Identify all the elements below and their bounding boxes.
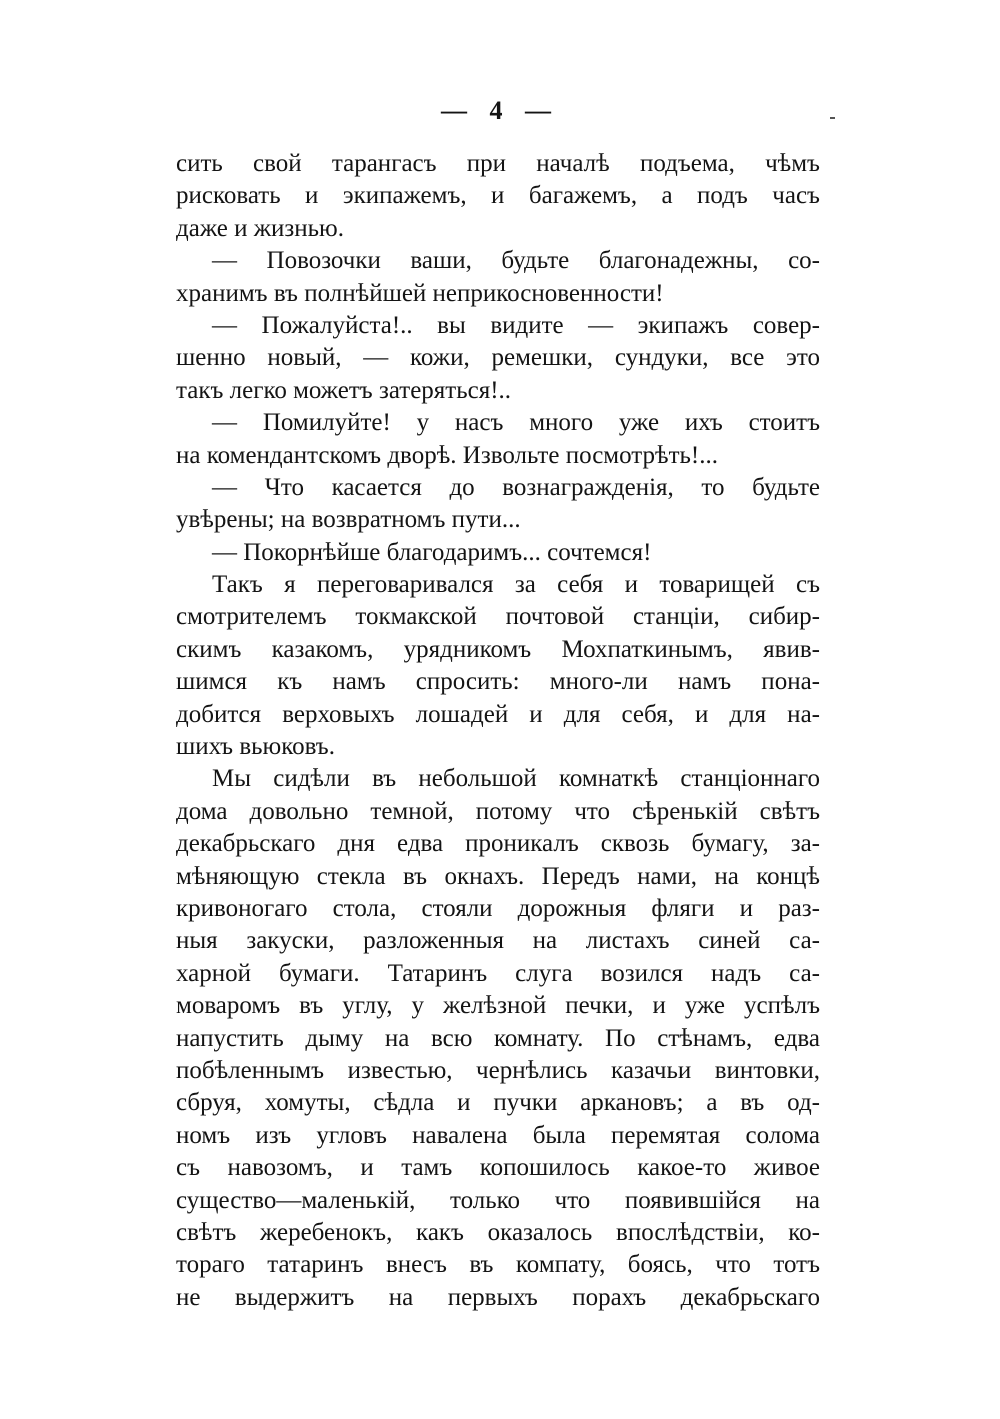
text-line [176, 666, 820, 698]
text-line-content: Такъ я переговаривался за себя и товарищей съ [212, 571, 820, 599]
text-line-content: декабрьскаго дня едва проникалъ сквозь бумагу, за- [176, 830, 820, 858]
text-line-content: — Покорнѣйше благодаримъ... сочтемся! [212, 538, 652, 566]
text-line [176, 1023, 820, 1055]
text-line [176, 925, 820, 957]
text-line-content: тораго татаринъ внесъ въ компату, боясь, что тотъ [176, 1251, 820, 1279]
text-line [176, 472, 820, 504]
text-line-content: харной бумаги. Татаринъ слуга возился надъ са- [176, 959, 820, 987]
text-line [176, 148, 820, 180]
text-line [176, 634, 820, 666]
text-line [176, 601, 820, 633]
text-line-content: напустить дыму на всю комнату. По стѣнамъ, едва [176, 1024, 820, 1052]
scan-speck [830, 117, 835, 119]
text-line [176, 537, 820, 569]
text-line-content: не выдержитъ на первыхъ порахъ декабрьскаго [176, 1283, 820, 1311]
text-line [176, 569, 820, 601]
text-line [176, 1087, 820, 1119]
text-line-content: дома довольно темной, потому что сѣренькій свѣтъ [176, 797, 820, 825]
text-line-content: скимъ казакомъ, урядникомъ Мохпаткинымъ, явив- [176, 635, 820, 663]
text-line-content: съ навозомъ, и тамъ копошилось какое-то живое [176, 1154, 820, 1182]
text-line [176, 407, 820, 439]
page-number: — 4 — [441, 96, 559, 125]
text-line-content: сбруя, хомуты, сѣдла и пучки аркановъ; а въ од- [176, 1089, 820, 1117]
text-line [176, 763, 820, 795]
text-line [176, 1152, 820, 1184]
text-line [176, 990, 820, 1022]
text-line-content: даже и жизнью. [176, 214, 344, 242]
text-line-content: смотрителемъ токмакской почтовой станціи, сибир- [176, 603, 820, 631]
text-line-content: шимся къ намъ спросить: много-ли намъ пона- [176, 668, 820, 696]
text-line [176, 796, 820, 828]
text-line-content: — Что касается до вознагражденія, то будьте [212, 473, 820, 501]
text-line [176, 1185, 820, 1217]
text-line [176, 1120, 820, 1152]
text-line [176, 893, 820, 925]
text-line [176, 504, 820, 536]
text-line [176, 213, 820, 245]
text-line [176, 731, 820, 763]
text-line-content: шихъ вьюковъ. [176, 733, 335, 761]
text-line [176, 1055, 820, 1087]
text-line-content: добится верховыхъ лошадей и для себя, и для на- [176, 700, 820, 728]
text-line-content: сить свой тарангасъ при началѣ подъема, чѣмъ [176, 150, 820, 177]
text-line-content: увѣрены; на возвратномъ пути... [176, 506, 521, 534]
text-line-content: — Повозочки ваши, будьте благонадежны, со- [212, 247, 820, 275]
text-line [176, 245, 820, 277]
text-line [176, 342, 820, 374]
text-line-content: кривоногаго стола, стояли дорожныя фляги и раз- [176, 894, 820, 922]
text-line [176, 699, 820, 731]
text-line [176, 310, 820, 342]
body-text [176, 148, 820, 1314]
text-line-content: побѣленнымъ известью, чернѣлись казачьи винтовки, [176, 1056, 820, 1084]
text-line [176, 1249, 820, 1281]
text-line-content: такъ легко можетъ затеряться!.. [176, 376, 512, 404]
text-line-content: — Пожалуйста!.. вы видите — экипажъ совер- [212, 311, 820, 339]
text-line [176, 180, 820, 212]
text-line [176, 375, 820, 407]
text-line-content: моваромъ въ углу, у желѣзной печки, и уже успѣлъ [176, 992, 820, 1020]
text-line-content: хранимъ въ полнѣйшей неприкосновенности! [176, 279, 664, 307]
text-line-content: мѣняющую стекла въ окнахъ. Передъ нами, на концѣ [176, 862, 820, 890]
text-line-content: Мы сидѣли въ небольшой комнаткѣ станціоннаго [212, 765, 820, 793]
text-line-content: на комендантскомъ дворѣ. Извольте посмотрѣть!... [176, 441, 718, 469]
text-line [176, 828, 820, 860]
text-line-content: существо—маленькій, только что появившійся на [176, 1186, 820, 1214]
text-line-content: рисковать и экипажемъ, и багажемъ, а подъ часъ [176, 182, 820, 210]
text-line [176, 440, 820, 472]
text-line-content: номъ изъ угловъ навалена была перемятая солома [176, 1121, 820, 1149]
text-line [176, 278, 820, 310]
text-line [176, 861, 820, 893]
text-line [176, 1282, 820, 1314]
text-line-content: свѣтъ жеребенокъ, какъ оказалось впослѣдствіи, ко- [176, 1218, 820, 1246]
text-line-content: — Помилуйте! у насъ много уже ихъ стоитъ [212, 409, 820, 437]
text-line-content: ныя закуски, разложенныя на листахъ синей са- [176, 927, 820, 955]
text-line [176, 958, 820, 990]
text-line-content: шенно новый, — кожи, ремешки, сундуки, все это [176, 344, 820, 372]
text-line [176, 1217, 820, 1249]
